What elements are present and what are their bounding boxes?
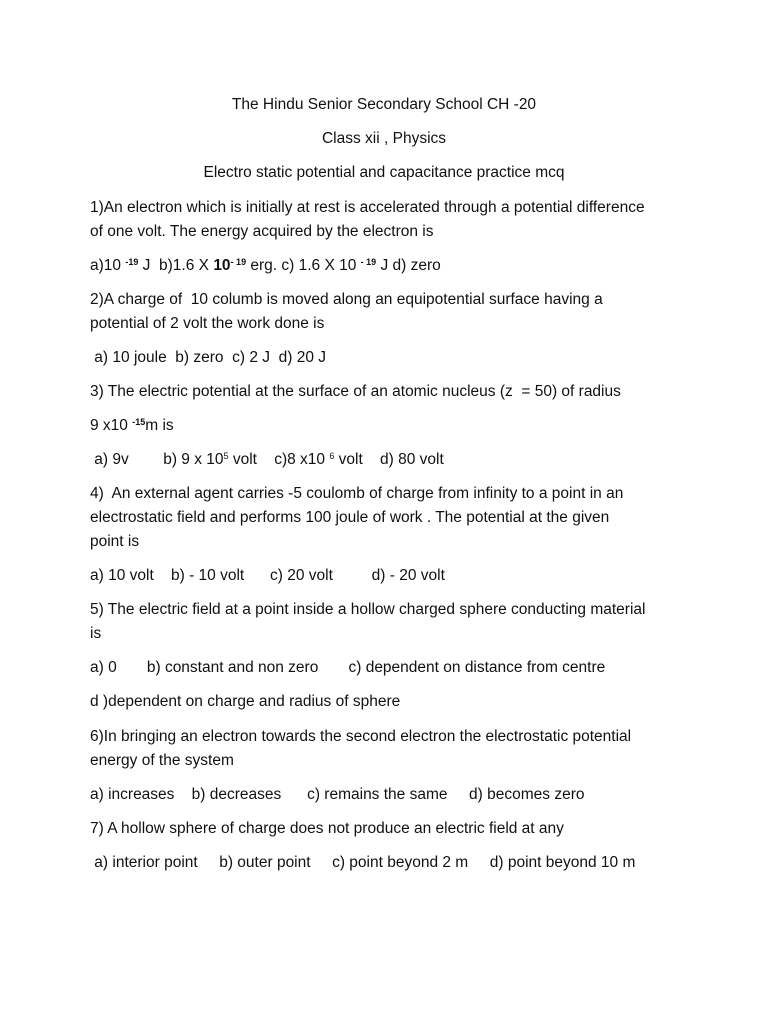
q3-radius-exponent: -15: [132, 417, 146, 427]
q3-radius-tail: m is: [145, 417, 174, 434]
q1-option-c-exponent: - 19: [360, 257, 377, 267]
question-6-line-1: 6)In bringing an electron towards the second electron the electrostatic potential: [90, 728, 632, 745]
question-2-line-1: 2)A charge of 10 columb is moved along an equipotential surface having a: [90, 291, 603, 308]
question-4-line-1: 4) An external agent carries -5 coulomb of charge from infinity to a point in an: [90, 485, 624, 502]
question-3-radius: [90, 414, 690, 438]
question-4-options: a) 10 volt b) - 10 volt c) 20 volt d) - 20 volt: [90, 567, 445, 584]
q1-option-b-base: 10: [213, 257, 231, 274]
question-6-options: a) increases b) decreases c) remains the same d) becomes zero: [90, 786, 585, 803]
q3-radius-base: 9 x10: [90, 417, 133, 434]
question-1-line-2: of one volt. The energy acquired by the electron is: [90, 223, 434, 240]
q1-option-d: J d) zero: [376, 257, 441, 274]
question-2-line-2: potential of 2 volt the work done is: [90, 315, 325, 332]
q1-option-a-exponent: -19: [125, 257, 139, 267]
q3-option-b-exponent: 5: [223, 451, 229, 461]
question-7-line-1: 7) A hollow sphere of charge does not produce an electric field at any: [90, 820, 564, 837]
question-5-line-2: is: [90, 625, 102, 642]
question-1-line-1: 1)An electron which is initially at rest is accelerated through a potential difference: [90, 199, 645, 216]
q1-option-c: erg. c) 1.6 X 10: [246, 257, 361, 274]
question-5-line-1: 5) The electric field at a point inside a hollow charged sphere conducting material: [90, 601, 646, 618]
question-4-line-3: point is: [90, 533, 140, 550]
question-3-options: [90, 448, 690, 472]
question-5-options-2: d )dependent on charge and radius of sphere: [90, 693, 401, 710]
question-3-line-1: 3) The electric potential at the surface of an atomic nucleus (z = 50) of radius: [90, 383, 621, 400]
q1-option-b-exponent: - 19: [230, 257, 247, 267]
school-title: The Hindu Senior Secondary School CH -20: [231, 96, 537, 113]
question-4-line-2: electrostatic field and performs 100 joule of work . The potential at the given: [90, 509, 610, 526]
topic-title: Electro static potential and capacitance practice mcq: [203, 164, 565, 181]
q1-option-b: J b)1.6 X: [138, 257, 214, 274]
question-2-options: a) 10 joule b) zero c) 2 J d) 20 J: [90, 349, 327, 366]
q3-option-d: volt d) 80 volt: [334, 451, 444, 468]
question-7-options: a) interior point b) outer point c) point beyond 2 m d) point beyond 10 m: [90, 854, 636, 871]
q3-option-c-exponent: 6: [329, 451, 335, 461]
class-subtitle: Class xii , Physics: [321, 130, 447, 147]
question-1-options: [90, 254, 690, 278]
q3-option-a-b: a) 9v b) 9 x 10: [90, 451, 224, 468]
question-6-line-2: energy of the system: [90, 752, 234, 769]
q1-option-a: a)10: [90, 257, 126, 274]
q3-option-c: volt c)8 x10: [228, 451, 330, 468]
question-5-options-1: a) 0 b) constant and non zero c) dependent on distance from centre: [90, 659, 606, 676]
